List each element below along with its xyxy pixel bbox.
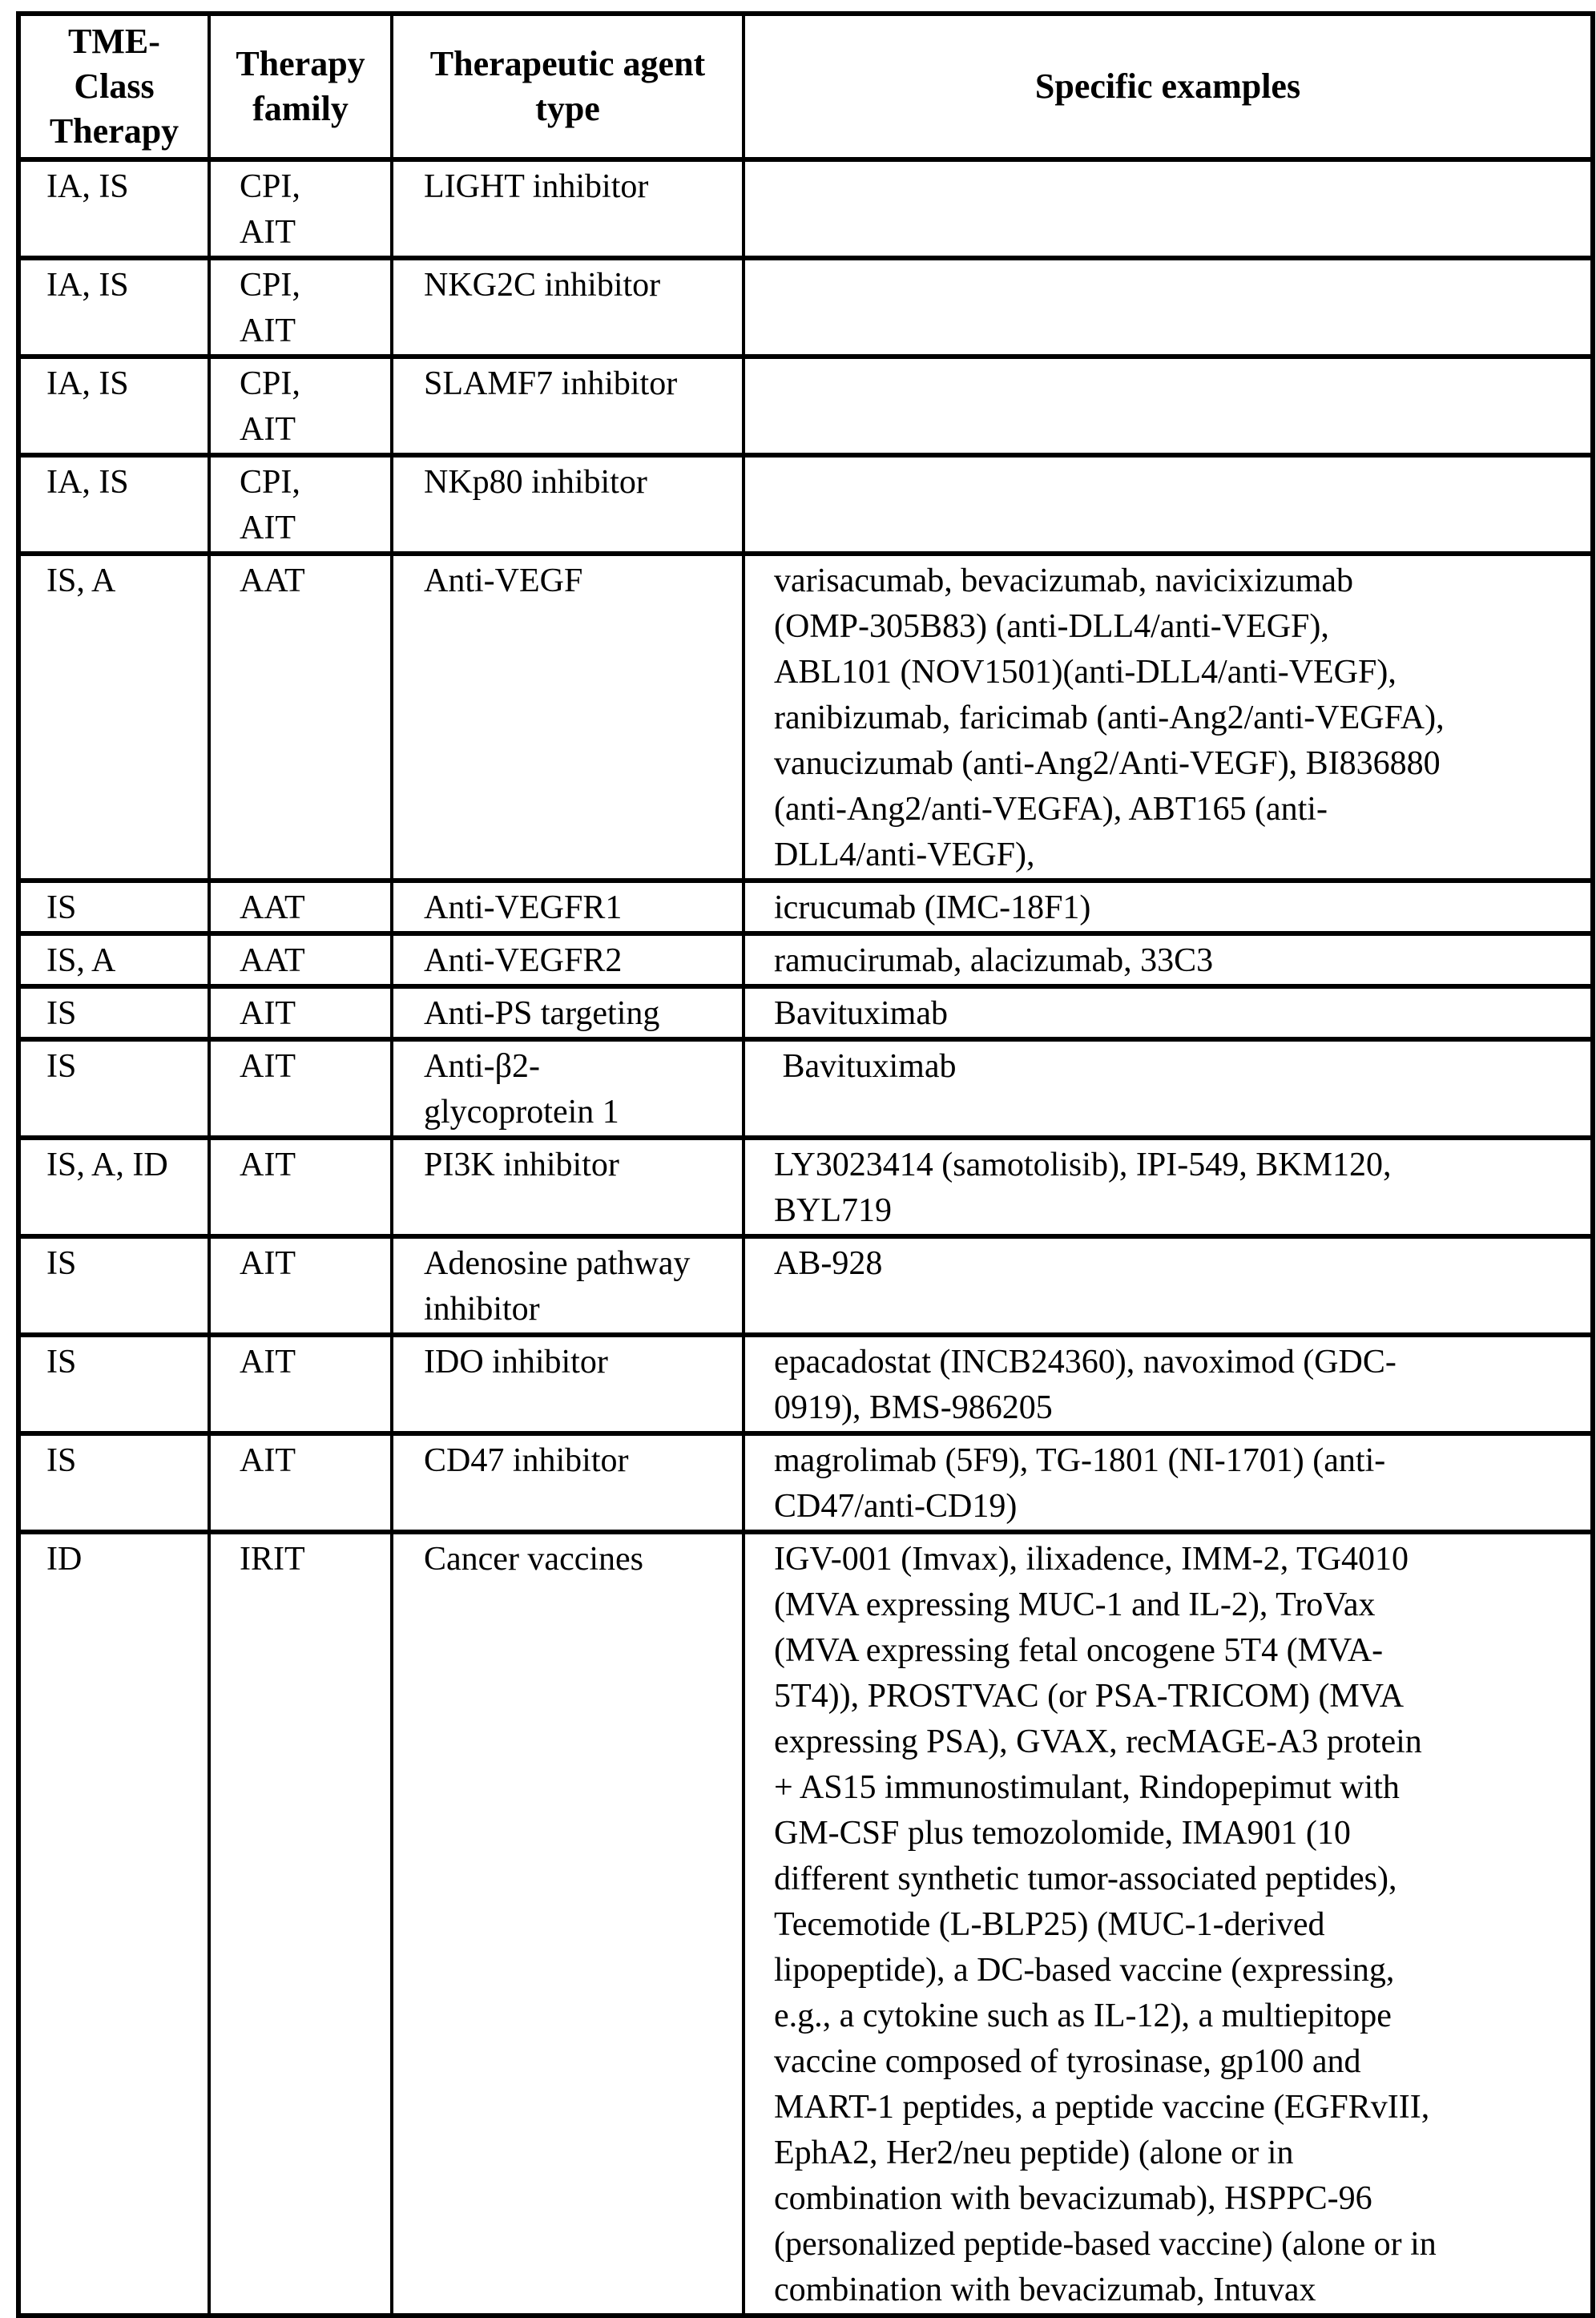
cell-specific-examples	[744, 455, 1593, 554]
table-row	[18, 554, 1593, 881]
header-therapy-family: Therapy family	[209, 14, 392, 159]
cell-specific-examples: IGV-001 (Imvax), ilixadence, IMM-2, TG4010 (MVA expressing MUC-1 and IL-2), TroVax (MVA expressing fetal oncogene 5T4 (MVA- 5T4)), PROSTVAC (or PSA-TRICOM) (MVA expressing PSA), GVAX, recMAGE-A3 protein + AS15 immunostimulant, Rindopepimut with GM-CSF plus temozolomide, IMA901 (10 different synthetic tumor-associated peptides), Tecemotide (L-BLP25) (MUC-1-derived lipopeptide), a DC-based vaccine (expressing, e.g., a cytokine such as IL-12), a multiepitope vaccine composed of tyrosinase, gp100 and MART-1 peptides, a peptide vaccine (EGFRvIII, EphA2, Her2/neu peptide) (alone or in combination with bevacizumab), HSPPC-96 (personalized peptide-based vaccine) (alone or in combination with bevacizumab, Intuvax	[744, 1532, 1593, 2316]
header-tme-class-therapy: TME- Class Therapy	[18, 14, 209, 159]
cell-specific-examples	[744, 159, 1593, 258]
cell-specific-examples: Bavituximab	[744, 986, 1593, 1039]
table-row	[18, 159, 1593, 258]
cell-agent-type: NKG2C inhibitor	[392, 258, 744, 357]
cell-tme-class: IS	[18, 1039, 209, 1138]
cell-specific-examples: Bavituximab	[744, 1039, 1593, 1138]
cell-therapy-family: AAT	[209, 554, 392, 881]
cell-therapy-family: CPI, AIT	[209, 159, 392, 258]
header-specific-examples: Specific examples	[744, 14, 1593, 159]
cell-therapy-family: AIT	[209, 1335, 392, 1433]
cell-tme-class: IS	[18, 881, 209, 933]
cell-therapy-family: AAT	[209, 881, 392, 933]
cell-therapy-family: AIT	[209, 1433, 392, 1532]
cell-therapy-family: CPI, AIT	[209, 258, 392, 357]
cell-agent-type: NKp80 inhibitor	[392, 455, 744, 554]
cell-agent-type: IDO inhibitor	[392, 1335, 744, 1433]
cell-specific-examples: varisacumab, bevacizumab, navicixizumab (OMP-305B83) (anti-DLL4/anti-VEGF), ABL101 (NOV1501)(anti-DLL4/anti-VEGF), ranibizumab, faricimab (anti-Ang2/anti-VEGFA), vanucizumab (anti-Ang2/Anti-VEGF), BI836880 (anti-Ang2/anti-VEGFA), ABT165 (anti- DLL4/anti-VEGF),	[744, 554, 1593, 881]
table-row	[18, 1039, 1593, 1138]
table-row	[18, 881, 1593, 933]
cell-agent-type: Anti-β2- glycoprotein 1	[392, 1039, 744, 1138]
cell-specific-examples: epacadostat (INCB24360), navoximod (GDC- 0919), BMS-986205	[744, 1335, 1593, 1433]
cell-agent-type: Anti-PS targeting	[392, 986, 744, 1039]
cell-specific-examples	[744, 357, 1593, 455]
table-row	[18, 258, 1593, 357]
cell-tme-class: IS, A	[18, 554, 209, 881]
cell-tme-class: IS	[18, 986, 209, 1039]
cell-agent-type: Anti-VEGF	[392, 554, 744, 881]
table-row	[18, 1335, 1593, 1433]
cell-tme-class: IA, IS	[18, 159, 209, 258]
cell-tme-class: IS	[18, 1236, 209, 1335]
cell-therapy-family: AIT	[209, 1236, 392, 1335]
table-header	[18, 14, 1593, 159]
cell-agent-type: Anti-VEGFR1	[392, 881, 744, 933]
table-row	[18, 455, 1593, 554]
cell-agent-type: Anti-VEGFR2	[392, 933, 744, 986]
cell-tme-class: IA, IS	[18, 258, 209, 357]
table-header-row	[18, 14, 1593, 159]
cell-agent-type: SLAMF7 inhibitor	[392, 357, 744, 455]
table-row	[18, 1236, 1593, 1335]
cell-tme-class: IS	[18, 1335, 209, 1433]
table-row	[18, 1532, 1593, 2316]
cell-tme-class: IS	[18, 1433, 209, 1532]
cell-tme-class: ID	[18, 1532, 209, 2316]
cell-agent-type: Cancer vaccines	[392, 1532, 744, 2316]
therapy-table	[16, 11, 1595, 2318]
cell-specific-examples: LY3023414 (samotolisib), IPI-549, BKM120, BYL719	[744, 1138, 1593, 1236]
cell-agent-type: LIGHT inhibitor	[392, 159, 744, 258]
cell-therapy-family: AIT	[209, 986, 392, 1039]
table-row	[18, 986, 1593, 1039]
cell-therapy-family: IRIT	[209, 1532, 392, 2316]
cell-therapy-family: AIT	[209, 1138, 392, 1236]
table-row	[18, 933, 1593, 986]
table-row	[18, 357, 1593, 455]
cell-tme-class: IS, A	[18, 933, 209, 986]
cell-agent-type: PI3K inhibitor	[392, 1138, 744, 1236]
cell-therapy-family: AAT	[209, 933, 392, 986]
cell-specific-examples: ramucirumab, alacizumab, 33C3	[744, 933, 1593, 986]
cell-specific-examples: magrolimab (5F9), TG-1801 (NI-1701) (anti- CD47/anti-CD19)	[744, 1433, 1593, 1532]
cell-agent-type: Adenosine pathway inhibitor	[392, 1236, 744, 1335]
cell-agent-type: CD47 inhibitor	[392, 1433, 744, 1532]
cell-tme-class: IA, IS	[18, 455, 209, 554]
cell-therapy-family: AIT	[209, 1039, 392, 1138]
cell-specific-examples: icrucumab (IMC-18F1)	[744, 881, 1593, 933]
cell-therapy-family: CPI, AIT	[209, 455, 392, 554]
cell-tme-class: IA, IS	[18, 357, 209, 455]
cell-specific-examples: AB-928	[744, 1236, 1593, 1335]
header-therapeutic-agent-type: Therapeutic agent type	[392, 14, 744, 159]
table-row	[18, 1138, 1593, 1236]
cell-therapy-family: CPI, AIT	[209, 357, 392, 455]
cell-tme-class: IS, A, ID	[18, 1138, 209, 1236]
table-body	[18, 159, 1593, 2316]
cell-specific-examples	[744, 258, 1593, 357]
table-row	[18, 1433, 1593, 1532]
